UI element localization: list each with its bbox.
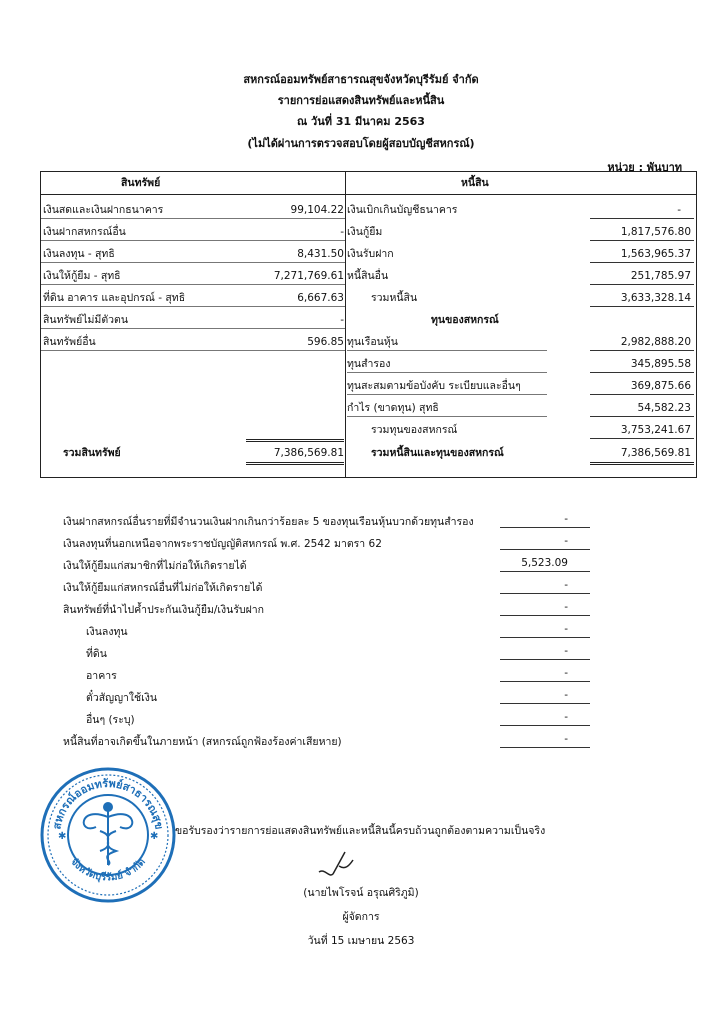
note-label: เงินลงทุน [86, 626, 128, 638]
double-underline [590, 462, 694, 465]
note-label: เงินให้กู้ยืมแก่สหกรณ์อื่นที่ไม่ก่อให้เกิดรายได้ [63, 582, 263, 594]
signer-title: ผู้จัดการ [342, 911, 380, 923]
note-label: สินทรัพย์ที่นำไปค้ำประกันเงินกู้ยืม/เงินรับฝาก [63, 604, 265, 616]
row-line [41, 284, 345, 285]
report-date: ณ วันที่ 31 มีนาคม 2563 [297, 115, 425, 128]
audit-note: (ไม่ได้ผ่านการตรวจสอบโดยผู้สอบบัญชีสหกรณ์) [247, 137, 475, 150]
note-label: เงินฝากสหกรณ์อื่นรายที่มีจำนวนเงินฝากเกินกว่าร้อยละ 5 ของทุนเรือนหุ้นบวกด้วยทุนสำรอง [63, 516, 474, 528]
stamp-text-bottom: จังหวัดบุรีรัมย์ จำกัด [68, 856, 148, 884]
certification-text: ขอรับรองว่ารายการย่อแสดงสินทรัพย์และหนี้สินนี้ครบถ้วนถูกต้องตามความเป็นจริง [175, 825, 546, 837]
value-underline [590, 438, 694, 439]
value-underline [590, 218, 694, 219]
note-underline [500, 725, 590, 726]
equity-value: 54,582.23 [637, 402, 691, 414]
asset-value: 7,271,769.61 [273, 270, 344, 282]
liabilities-heading: หนี้สิน [461, 177, 489, 189]
note-underline [500, 549, 590, 550]
note-underline [500, 747, 590, 748]
note-label: อื่นๆ (ระบุ) [86, 714, 135, 726]
liabilities-total-value: 3,633,328.14 [620, 292, 691, 304]
row-line [41, 350, 345, 351]
value-underline [590, 284, 694, 285]
label-underline [347, 416, 547, 417]
note-label: อาคาร [86, 670, 117, 682]
center-divider [345, 172, 346, 477]
note-value: - [564, 601, 568, 613]
equity-label: ทุนสำรอง [347, 358, 391, 370]
note-value: - [564, 689, 568, 701]
double-underline [246, 462, 344, 465]
row-line [41, 306, 345, 307]
signature-icon [315, 848, 365, 884]
signer-name: (นายไพโรจน์ อรุณศิริภูมิ) [303, 887, 419, 899]
liability-label: เงินเบิกเกินบัญชีธนาคาร [347, 204, 458, 216]
equity-heading: ทุนของสหกรณ์ [431, 314, 499, 326]
row-line [41, 240, 345, 241]
equity-value: 345,895.58 [630, 358, 691, 370]
label-underline [347, 350, 547, 351]
note-underline [500, 527, 590, 528]
value-underline [590, 372, 694, 373]
header-divider [41, 194, 696, 195]
asset-label: เงินสดและเงินฝากธนาคาร [43, 204, 164, 216]
note-value: - [564, 623, 568, 635]
star-icon: ✱ [58, 831, 67, 842]
asset-value: 99,104.22 [290, 204, 344, 216]
note-value: - [564, 513, 568, 525]
asset-label: ที่ดิน อาคาร และอุปกรณ์ - สุทธิ [43, 292, 186, 304]
asset-value: 596.85 [307, 336, 344, 348]
stamp-text-top: สหกรณ์ออมทรัพย์สาธารณสุข [50, 776, 166, 831]
note-value: - [564, 535, 568, 547]
asset-label: เงินฝากสหกรณ์อื่น [43, 226, 126, 238]
liability-label: หนี้สินอื่น [347, 270, 389, 282]
value-underline [590, 240, 694, 241]
grand-total-label: รวมหนี้สินและทุนของสหกรณ์ [371, 447, 504, 459]
balance-table [40, 171, 697, 478]
asset-label: สินทรัพย์ไม่มีตัวตน [43, 314, 129, 326]
note-value: - [564, 645, 568, 657]
note-underline [500, 593, 590, 594]
note-value: - [564, 579, 568, 591]
assets-heading: สินทรัพย์ [121, 177, 161, 189]
liability-label: เงินกู้ยืม [347, 226, 383, 238]
caduceus-emblem-icon [84, 803, 133, 865]
equity-value: 2,982,888.20 [620, 336, 691, 348]
asset-label: เงินลงทุน - สุทธิ [43, 248, 115, 260]
asset-label: เงินให้กู้ยืม - สุทธิ [43, 270, 121, 282]
equity-total-value: 3,753,241.67 [620, 424, 691, 436]
note-label: เงินลงทุนที่นอกเหนือจากพระราชบัญญัติสหกรณ์ พ.ศ. 2542 มาตรา 62 [63, 538, 382, 550]
note-value: - [564, 711, 568, 723]
liability-value: 251,785.97 [630, 270, 691, 282]
note-label: เงินให้กู้ยืมแก่สมาชิกที่ไม่ก่อให้เกิดรายได้ [63, 560, 247, 572]
label-underline [347, 372, 547, 373]
note-value: - [564, 733, 568, 745]
unit-label: หน่วย : พันบาท [607, 161, 682, 174]
liability-value: 1,817,576.80 [620, 226, 691, 238]
liability-value: - [677, 204, 681, 216]
asset-value: 8,431.50 [297, 248, 344, 260]
row-line [41, 218, 345, 219]
equity-label: ทุนสะสมตามข้อบังคับ ระเบียบและอื่นๆ [347, 380, 521, 392]
value-underline [590, 416, 694, 417]
grand-total-value: 7,386,569.81 [620, 447, 691, 459]
value-underline [590, 350, 694, 351]
note-label: หนี้สินที่อาจเกิดขึ้นในภายหน้า (สหกรณ์ถูกฟ้องร้องค่าเสียหาย) [63, 736, 342, 748]
star-icon: ✱ [150, 831, 159, 842]
asset-value: - [340, 226, 344, 238]
value-underline [590, 306, 694, 307]
liability-label: เงินรับฝาก [347, 248, 394, 260]
org-name: สหกรณ์ออมทรัพย์สาธารณสุขจังหวัดบุรีรัมย์ จำกัด [243, 73, 479, 86]
equity-label: ทุนเรือนหุ้น [347, 336, 398, 348]
equity-value: 369,875.66 [630, 380, 691, 392]
note-underline [500, 703, 590, 704]
assets-total-label: รวมสินทรัพย์ [63, 447, 121, 459]
equity-total-label: รวมทุนของสหกรณ์ [371, 424, 458, 436]
note-value: - [564, 667, 568, 679]
note-underline [500, 637, 590, 638]
assets-total-value: 7,386,569.81 [273, 447, 344, 459]
note-label: ตั๋วสัญญาใช้เงิน [86, 692, 158, 704]
value-underline [590, 394, 694, 395]
liability-value: 1,563,965.37 [620, 248, 691, 260]
asset-value: 6,667.63 [297, 292, 344, 304]
value-underline [590, 262, 694, 263]
note-underline [500, 615, 590, 616]
sign-date: วันที่ 15 เมษายน 2563 [307, 935, 415, 947]
note-value: 5,523.09 [521, 557, 568, 569]
note-underline [500, 571, 590, 572]
label-underline [347, 394, 547, 395]
row-line [41, 262, 345, 263]
asset-label: สินทรัพย์อื่น [43, 336, 96, 348]
asset-value: - [340, 314, 344, 326]
note-underline [500, 681, 590, 682]
total-top-line [246, 439, 344, 442]
note-label: ที่ดิน [86, 648, 107, 660]
liabilities-total-label: รวมหนี้สิน [371, 292, 418, 304]
equity-label: กำไร (ขาดทุน) สุทธิ [347, 402, 439, 414]
report-title: รายการย่อแสดงสินทรัพย์และหนี้สิน [277, 94, 445, 107]
row-line [41, 328, 345, 329]
note-underline [500, 659, 590, 660]
